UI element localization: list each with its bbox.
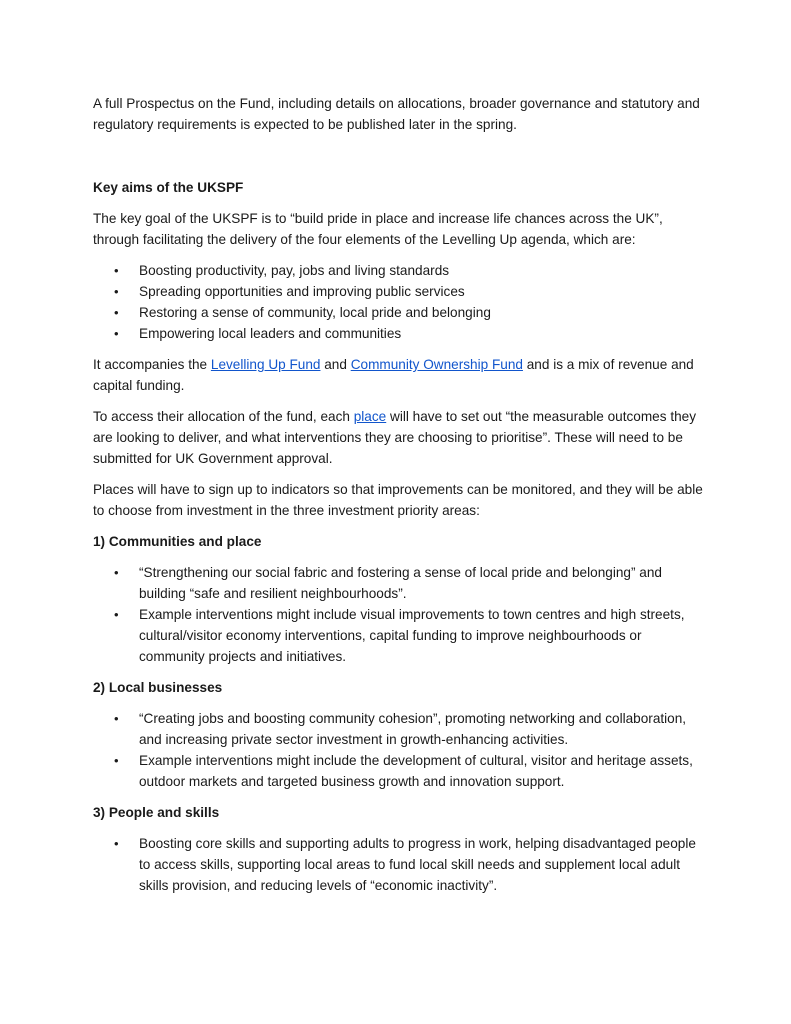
allocation-paragraph: To access their allocation of the fund, each place will have to set out “the measurable outcomes they are looking to deliver, and what interventions they are choosing to prioritise”. These will need to be submitted for UK Government approval. bbox=[93, 409, 697, 466]
aims-list bbox=[93, 260, 703, 344]
list-item-text: Restoring a sense of community, local pride and belonging bbox=[139, 305, 491, 320]
list-item bbox=[93, 833, 703, 896]
list-item bbox=[93, 260, 703, 281]
aims-heading: Key aims of the UKSPF bbox=[93, 180, 244, 195]
list-item bbox=[93, 604, 703, 667]
list-item-text: “Strengthening our social fabric and fostering a sense of local pride and belonging” and building “safe and resilient neighbourhoods”. bbox=[139, 565, 662, 601]
section-list-communities bbox=[93, 562, 703, 667]
list-item-text: Boosting productivity, pay, jobs and living standards bbox=[139, 263, 450, 278]
section-list-local-businesses bbox=[93, 708, 703, 792]
section-heading-local-businesses: 2) Local businesses bbox=[93, 680, 223, 695]
section-heading-people-skills: 3) People and skills bbox=[93, 805, 220, 820]
bullet-icon: • bbox=[114, 753, 119, 768]
bullet-icon: • bbox=[114, 284, 119, 299]
aims-paragraph: The key goal of the UKSPF is to “build pride in place and increase life chances across the UK”, through facilitating the delivery of the four elements of the Levelling Up agenda, which are: bbox=[93, 211, 663, 247]
list-item bbox=[93, 302, 703, 323]
place-link[interactable]: place bbox=[353, 409, 387, 424]
list-item-text: Boosting core skills and supporting adults to progress in work, helping disadvantaged people to access skills, supporting local areas to fund local skill needs and supplement local adult skills provision, and reducing levels of “economic inactivity”. bbox=[139, 836, 696, 893]
list-item-text: Spreading opportunities and improving public services bbox=[139, 284, 465, 299]
list-item-text: Example interventions might include visual improvements to town centres and high streets, cultural/visitor economy interventions, capital funding to improve neighbourhoods or community projects and initiatives. bbox=[139, 607, 685, 664]
list-item bbox=[93, 281, 703, 302]
intro-paragraph: A full Prospectus on the Fund, including details on allocations, broader governance and statutory and regulatory requirements is expected to be published later in the spring. bbox=[93, 96, 700, 132]
bullet-icon: • bbox=[114, 305, 119, 320]
bullet-icon: • bbox=[114, 711, 119, 726]
levelling-up-fund-link[interactable]: Levelling Up Fund bbox=[210, 357, 321, 372]
list-item bbox=[93, 708, 703, 750]
community-ownership-fund-link[interactable]: Community Ownership Fund bbox=[350, 357, 523, 372]
list-item bbox=[93, 323, 703, 344]
bullet-icon: • bbox=[114, 565, 119, 580]
funds-paragraph: It accompanies the Levelling Up Fund and Community Ownership Fund and is a mix of revenue and capital funding. bbox=[93, 357, 694, 393]
bullet-icon: • bbox=[114, 607, 119, 622]
list-item bbox=[93, 750, 703, 792]
list-item bbox=[93, 562, 703, 604]
bullet-icon: • bbox=[114, 263, 119, 278]
bullet-icon: • bbox=[114, 836, 119, 851]
section-heading-communities: 1) Communities and place bbox=[93, 534, 262, 549]
list-item-text: Example interventions might include the development of cultural, visitor and heritage assets, outdoor markets and targeted business growth and innovation support. bbox=[139, 753, 693, 789]
bullet-icon: • bbox=[114, 326, 119, 341]
list-item-text: “Creating jobs and boosting community cohesion”, promoting networking and collaboration, and increasing private sector investment in growth-enhancing activities. bbox=[139, 711, 687, 747]
section-list-people-skills bbox=[93, 833, 703, 896]
document-page bbox=[93, 93, 703, 906]
list-item-text: Empowering local leaders and communities bbox=[139, 326, 402, 341]
indicators-paragraph: Places will have to sign up to indicators so that improvements can be monitored, and they will be able to choose from investment in the three investment priority areas: bbox=[93, 482, 703, 518]
